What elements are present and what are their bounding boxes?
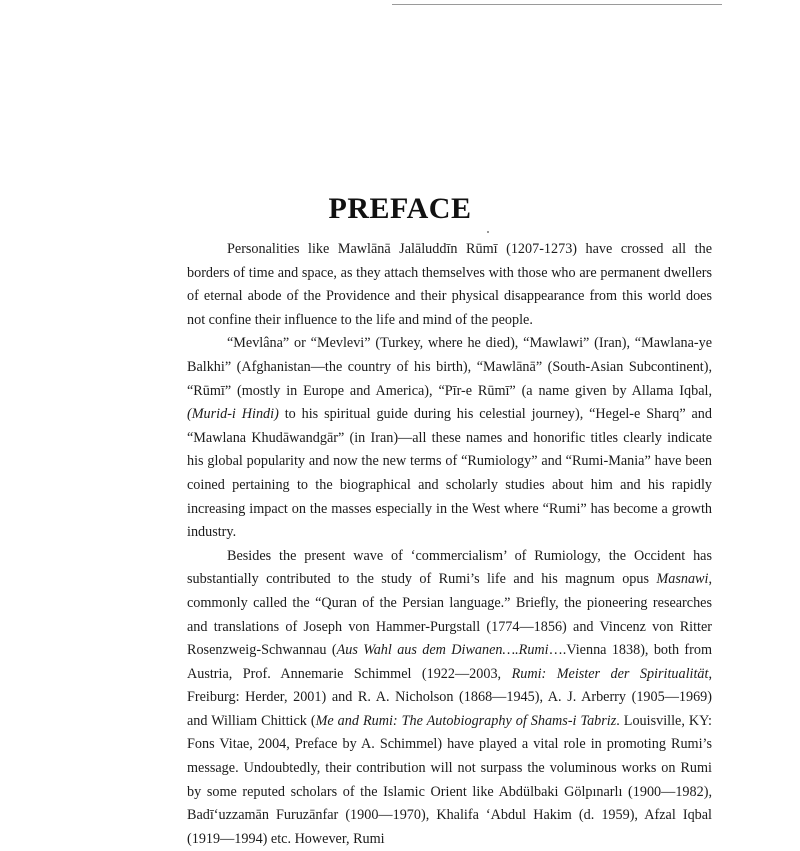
text-run: , Freiburg: Herder, 2001) and R. A. Nicholson (1868—1945), A. J. Arberry (1905—1969) and William Chittick ( [187,665,713,729]
paragraph-2 [187,332,712,544]
italic-run: (Murid-i Hindi) [187,406,279,423]
text-run: to his spiritual guide during his celestial journey), “Hegel-e Sharq” and “Mawlana Khudāwandgār” (in Iran)—all these names and honorific titles clearly indicate his global popularity and now the new terms of “Rumiology” and “Rumi-Mania” have been coined pertaining to the biographical and scholarly studies about him and his rapidly increasing impact on the masses especially in the West where “Rumi” has become a growth industry. [187,406,712,541]
italic-run: Aus Wahl aus dem Diwanen….Rumi [336,642,549,659]
italic-run: Masnawi [656,571,709,588]
paragraph-1 [187,238,712,332]
italic-run: Me and Rumi: The Autobiography of Shams-i Tabriz [315,712,617,729]
preface-body [187,238,712,851]
paragraph-3 [187,545,712,851]
text-run: Personalities like Mawlānā Jalāluddīn Rūmī (1207-1273) have crossed all the borders of time and space, as they attach themselves with those who are permanent dwellers of eternal abode of the Providence and their physical disappearance from this world does not confine their influence to the life and mind of the people. [187,241,712,328]
text-run: , commonly called the “Quran of the Persian language.” Briefly, the pioneering researches and translations of Joseph von Hammer-Purgstall (1774—1856) and Vincenz von Ritter Rosenzweig-Schwannau ( [187,571,712,659]
top-rule-divider [392,4,722,5]
text-run: . Louisville, KY: Fons Vitae, 2004, Preface by A. Schimmel) have played a vital role in promoting Rumi’s message. Undoubtedly, their contribution will not surpass the voluminous works on Rumi by some reputed scholars of the Islamic Orient like Abdülbaki Gölpınarlı (1900—1982), Badī‘uzzamān Furuzānfar (1900—1970), Khalifa ‘Abdul Hakim (d. 1959), Afzal Iqbal (1919—1994) etc. However, Rumi [187,712,712,847]
page-title: PREFACE [328,192,472,226]
text-run: Besides the present wave of ‘commercialism’ of Rumiology, the Occident has substantially contributed to the study of Rumi’s life and his magnum opus [187,547,712,588]
italic-run: Rumi: Meister der Spiritualität [511,665,709,682]
text-run: “Mevlâna” or “Mevlevi” (Turkey, where he died), “Mawlawi” (Iran), “Mawlana-ye Balkhi” (Afghanistan—the country of his birth), “Mawlānā” (South-Asian Subcontinent), “Rūmī” (mostly in Europe and America), “Pīr-e Rūmī” (a name given by Allama Iqbal, [187,335,712,399]
text-run: ….Vienna 1838), both from Austria, Prof. Annemarie Schimmel (1922—2003, [187,642,712,682]
print-speck [487,231,489,233]
